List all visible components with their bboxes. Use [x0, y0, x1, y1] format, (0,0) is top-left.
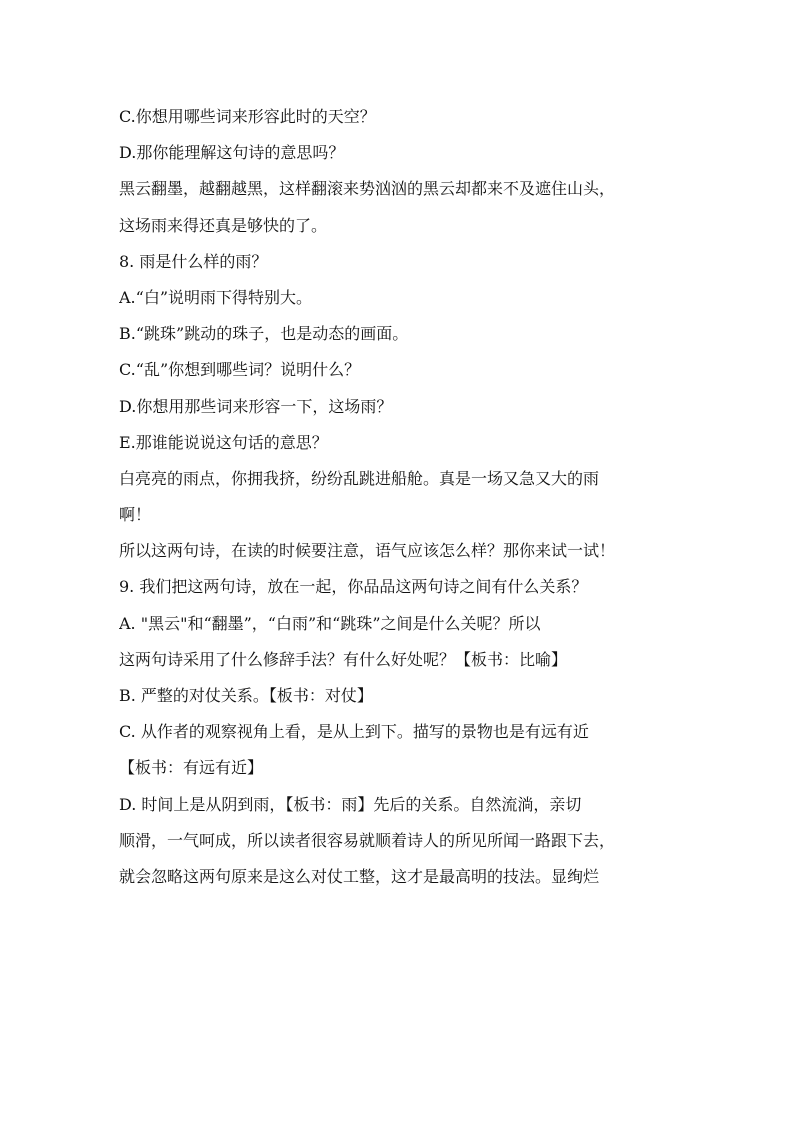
document-body: [119, 102, 681, 898]
text-line-2: D.那你能理解这句诗的意思吗？: [119, 143, 345, 163]
text-line-5: 8. 雨是什么样的雨？: [119, 251, 268, 271]
text-line-10: E.那谁能说说这句话的意思？: [119, 432, 328, 452]
text-line-15: A. "黑云"和“翻墨”，“白雨”和“跳珠”之间是什么关呢？所以: [119, 613, 541, 633]
text-line-11: 白亮亮的雨点，你拥我挤，纷纷乱跳进船舱。真是一场又急又大的雨: [119, 468, 600, 488]
text-line-22: 就会忽略这两句原来是这么对仗工整，这才是最高明的技法。显绚烂: [119, 866, 600, 886]
text-line-18: C. 从作者的观察视角上看，是从上到下。描写的景物也是有远有近: [119, 722, 589, 742]
text-line-4: 这场雨来得还真是够快的了。: [119, 215, 328, 235]
text-line-16: 这两句诗采用了什么修辞手法？有什么好处呢？【板书：比喻】: [119, 649, 568, 669]
text-line-20: D. 时间上是从阴到雨，【板书：雨】先后的关系。自然流淌，亲切: [119, 794, 582, 814]
text-line-14: 9. 我们把这两句诗，放在一起，你品品这两句诗之间有什么关系？: [119, 577, 588, 597]
text-line-9: D.你想用那些词来形容一下，这场雨？: [119, 396, 393, 416]
text-line-17: B. 严整的对仗关系。【板书：对仗】: [119, 686, 373, 705]
text-line-3: 黑云翻墨，越翻越黑，这样翻滚来势汹汹的黑云却都来不及遮住山头，: [119, 179, 616, 199]
text-line-6: A.“白”说明雨下得特别大。: [119, 287, 313, 307]
text-line-13: 所以这两句诗，在读的时候要注意，语气应该怎么样？那你来试一试！: [119, 541, 616, 561]
text-line-12: 啊！: [119, 505, 152, 525]
text-line-1: C.你想用哪些词来形容此时的天空？: [119, 107, 376, 126]
text-line-7: B.“跳珠”跳动的珠子，也是动态的画面。: [119, 324, 409, 344]
text-line-21: 顺滑，一气呵成，所以读者很容易就顺着诗人的所见所闻一路跟下去，: [119, 830, 616, 850]
text-line-19: 【板书：有远有近】: [119, 758, 264, 778]
text-line-8: C.“乱”你想到哪些词？说明什么？: [119, 360, 361, 380]
